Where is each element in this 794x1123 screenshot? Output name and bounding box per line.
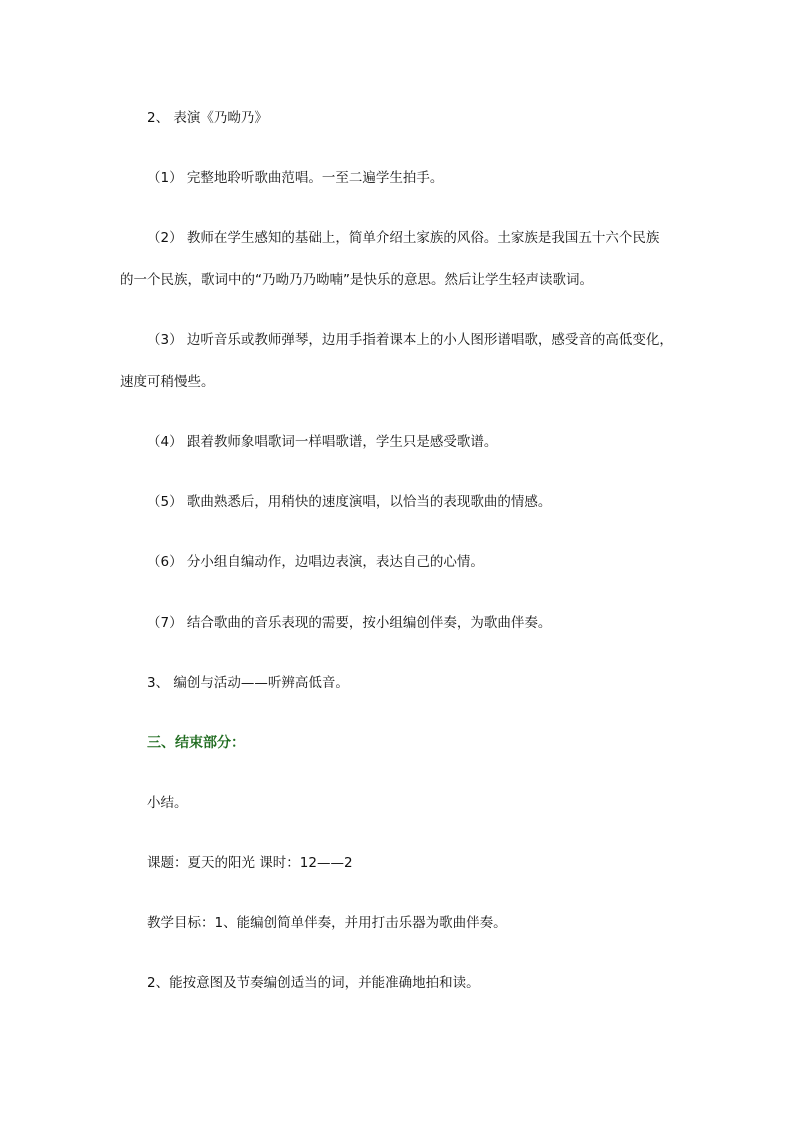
step-3-line-1: （3） 边听音乐或教师弹琴，边用手指着课本上的小人图形谱唱歌，感受音的高低变化， [147,332,673,348]
section-heading-closing: 三、结束部分： [147,735,245,751]
teaching-goal-1: 教学目标：1、能编创简单伴奏，并用打击乐器为歌曲伴奏。 [147,915,507,931]
step-3-line-2: 速度可稍慢些。 [120,374,215,390]
step-1: （1） 完整地聆听歌曲范唱。一至二遍学生拍手。 [147,170,444,186]
summary-text: 小结。 [147,795,188,811]
step-2-line-1: （2） 教师在学生感知的基础上，简单介绍土家族的风俗。土家族是我国五十六个民族 [147,230,660,246]
teaching-goal-2: 2、能按意图及节奏编创适当的词，并能准确地拍和读。 [147,975,480,991]
section-item-3-title: 3、 编创与活动——听辨高低音。 [147,675,349,691]
section-item-2-title: 2、 表演《乃呦乃》 [147,110,268,126]
step-5: （5） 歌曲熟悉后，用稍快的速度演唱，以恰当的表现歌曲的情感。 [147,494,552,510]
step-2-line-2: 的一个民族，歌词中的“乃呦乃乃呦喃”是快乐的意思。然后让学生轻声读歌词。 [120,272,593,288]
lesson-title-line: 课题：夏天的阳光 课时：12——2 [147,855,353,871]
step-4: （4） 跟着教师象唱歌词一样唱歌谱，学生只是感受歌谱。 [147,434,498,450]
step-6: （6） 分小组自编动作，边唱边表演，表达自己的心情。 [147,554,484,570]
step-7: （7） 结合歌曲的音乐表现的需要，按小组编创伴奏，为歌曲伴奏。 [147,615,552,631]
